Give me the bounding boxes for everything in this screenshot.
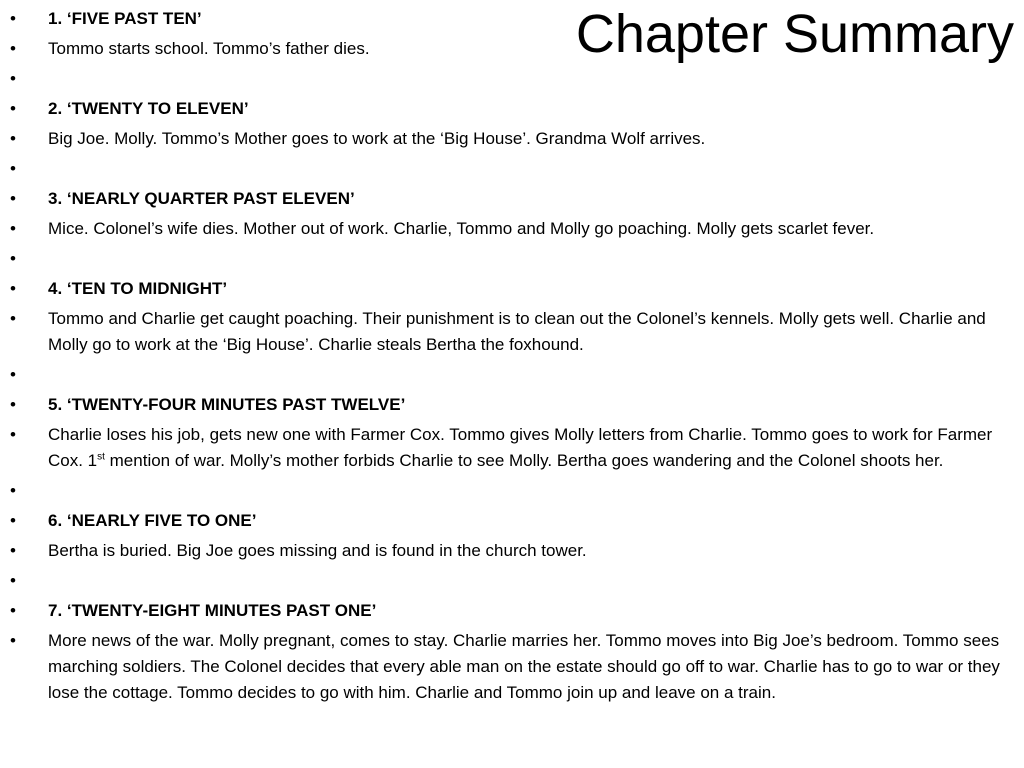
bullet-text: Bertha is buried. Big Joe goes missing and is found in the church tower. bbox=[48, 541, 587, 560]
bullet-text: 4. ‘TEN TO MIDNIGHT’ bbox=[48, 279, 228, 298]
chapter-heading bbox=[10, 6, 1010, 32]
bullet-text: 2. ‘TWENTY TO ELEVEN’ bbox=[48, 99, 249, 118]
chapter-description bbox=[10, 306, 1010, 358]
slide-title: Chapter Summary bbox=[575, 4, 1014, 64]
bullet-icon: • bbox=[10, 189, 16, 208]
empty-bullet bbox=[10, 66, 1010, 92]
bullet-icon: • bbox=[10, 309, 16, 328]
chapter-heading bbox=[10, 96, 1010, 122]
bullet-text: 1. ‘FIVE PAST TEN’ bbox=[48, 9, 202, 28]
empty-bullet bbox=[10, 478, 1010, 504]
chapter-description bbox=[10, 36, 1010, 62]
bullet-icon: • bbox=[10, 249, 16, 268]
chapter-heading bbox=[10, 186, 1010, 212]
bullet-text: Big Joe. Molly. Tommo’s Mother goes to work at the ‘Big House’. Grandma Wolf arrives. bbox=[48, 129, 706, 148]
bullet-icon: • bbox=[10, 601, 16, 620]
chapter-heading bbox=[10, 392, 1010, 418]
bullet-text: Mice. Colonel’s wife dies. Mother out of work. Charlie, Tommo and Molly go poaching. Molly gets scarlet fever. bbox=[48, 219, 875, 238]
bullet-text-part: mention of war. Molly’s mother forbids Charlie to see Molly. Bertha goes wandering and the Colonel shoots her. bbox=[104, 451, 944, 470]
bullet-text: 3. ‘NEARLY QUARTER PAST ELEVEN’ bbox=[48, 189, 355, 208]
bullet-icon: • bbox=[10, 69, 16, 88]
bullet-text: 7. ‘TWENTY-EIGHT MINUTES PAST ONE’ bbox=[48, 601, 377, 620]
chapter-description bbox=[10, 628, 1010, 706]
bullet-icon: • bbox=[10, 159, 16, 178]
bullet-text: 5. ‘TWENTY-FOUR MINUTES PAST TWELVE’ bbox=[48, 395, 406, 414]
bullet-text-part: Charlie loses his job, gets new one with Farmer Cox. Tommo gives Molly letters from Charlie. Tommo goes to work for Farmer Cox. 1 bbox=[48, 425, 993, 470]
bullet-icon: • bbox=[10, 541, 16, 560]
bullet-icon: • bbox=[10, 279, 16, 298]
bullet-text bbox=[48, 425, 992, 470]
bullet-icon: • bbox=[10, 9, 16, 28]
chapter-description bbox=[10, 216, 1010, 242]
empty-bullet bbox=[10, 362, 1010, 388]
chapter-heading bbox=[10, 276, 1010, 302]
chapter-description bbox=[10, 538, 1010, 564]
bullet-icon: • bbox=[10, 425, 16, 444]
bullet-icon: • bbox=[10, 219, 16, 238]
chapter-summary-list bbox=[10, 6, 1010, 710]
bullet-icon: • bbox=[10, 365, 16, 384]
bullet-icon: • bbox=[10, 511, 16, 530]
empty-bullet bbox=[10, 156, 1010, 182]
bullet-icon: • bbox=[10, 99, 16, 118]
chapter-heading bbox=[10, 508, 1010, 534]
bullet-text: More news of the war. Molly pregnant, comes to stay. Charlie marries her. Tommo moves into Big Joe’s bedroom. Tommo sees marching soldiers. The Colonel decides that every able man on the estate should go off to war. Charlie has to go to war or they lose the cottage. Tommo decides to go with him. Charlie and Tommo join up and leave on a train. bbox=[48, 631, 1000, 702]
bullet-icon: • bbox=[10, 571, 16, 590]
chapter-heading bbox=[10, 598, 1010, 624]
empty-bullet bbox=[10, 246, 1010, 272]
bullet-icon: • bbox=[10, 631, 16, 650]
bullet-icon: • bbox=[10, 129, 16, 148]
bullet-icon: • bbox=[10, 39, 16, 58]
empty-bullet bbox=[10, 568, 1010, 594]
superscript: st bbox=[97, 451, 105, 463]
bullet-icon: • bbox=[10, 481, 16, 500]
chapter-description bbox=[10, 422, 1010, 474]
bullet-text: 6. ‘NEARLY FIVE TO ONE’ bbox=[48, 511, 257, 530]
bullet-icon: • bbox=[10, 395, 16, 414]
bullet-text: Tommo starts school. Tommo’s father dies. bbox=[48, 39, 370, 58]
bullet-text: Tommo and Charlie get caught poaching. Their punishment is to clean out the Colonel’s kennels. Molly gets well. Charlie and Molly go to work at the ‘Big House’. Charlie steals Bertha the foxhound. bbox=[48, 309, 986, 354]
chapter-description bbox=[10, 126, 1010, 152]
